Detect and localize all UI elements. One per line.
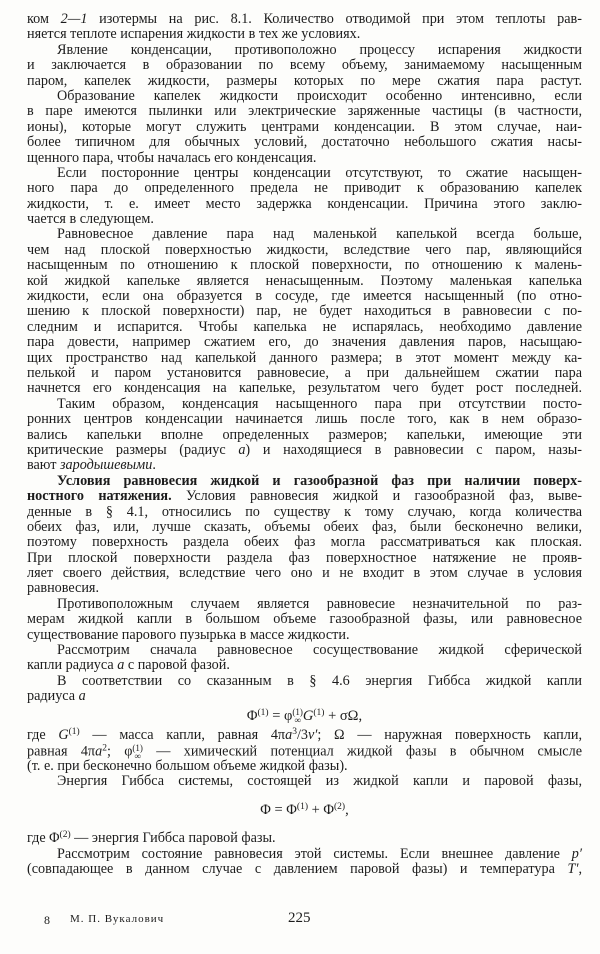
text: Противоположным случаем является равновесие незначительной по раз- (57, 595, 582, 612)
text-line (27, 89, 582, 104)
text-line (27, 335, 582, 350)
text: где Φ (27, 830, 60, 847)
text-line (27, 304, 582, 319)
text-line (27, 351, 582, 366)
text-line (27, 274, 582, 289)
text: Φ = Φ (260, 801, 297, 818)
text-line (27, 744, 582, 759)
text: Таким образом, конденсация насыщенного пара при отсутствии посто- (57, 395, 582, 412)
text-line (27, 166, 582, 181)
text: + σΩ, (324, 707, 363, 724)
text-line (27, 43, 582, 58)
text: , (578, 861, 582, 878)
text: в паре имеются пылинки или электрические заряженные частицы (в частности, (27, 103, 582, 120)
superscript: (1) (257, 707, 269, 718)
text-line (27, 551, 582, 566)
text: Равновесное давление пара над маленькой капелькой всегда больше, (57, 226, 582, 243)
text: радиуса (27, 688, 79, 705)
text-line (27, 458, 582, 473)
text: чем над плоской поверхностью жидкости, вследствие чего пар, являющийся (27, 241, 582, 258)
subscript: ∞ (294, 715, 301, 726)
text: с паровой фазой. (124, 657, 230, 674)
text: /3 (296, 727, 308, 744)
text-line (27, 489, 582, 504)
text: ронних центров конденсации начинается лишь после того, как в нем образо- (27, 411, 582, 428)
text-line (27, 27, 582, 42)
text: — масса капли, равная 4π (79, 727, 286, 744)
text: насыщенным по отношению к плоской поверхности, по отношению к малень- (27, 257, 582, 274)
text: равная 4π (27, 742, 96, 759)
text: жидкости, если она образуется в сосуде, где имеется насыщенный (по отно- (27, 288, 582, 305)
text: В соответствии со сказанным в § 4.6 энергия Гиббса жидкой капли (57, 672, 582, 689)
superscript: (2) (334, 801, 346, 812)
text: няется теплоте испарения жидкости в тех же условиях. (27, 26, 361, 43)
text: щих пространство над капелькой данного размера; в этот момент между ка- (27, 349, 582, 366)
text-line (27, 774, 582, 789)
text-line (27, 151, 582, 166)
text-line (27, 74, 582, 89)
superscript: 3 (292, 727, 297, 738)
text-line (27, 443, 582, 458)
text-line (27, 581, 582, 596)
text-line (27, 104, 582, 119)
text-line (27, 197, 582, 212)
page-footer (0, 910, 600, 931)
text: ком (27, 11, 61, 27)
text-line (27, 831, 582, 846)
text: вались капельки вполне определенных размеров; капельки, имеющие эти (27, 426, 582, 443)
signature-mark: 8 (44, 913, 50, 927)
text: более типичном для обычных условий, достаточно небольшого сжатия насы- (27, 134, 582, 151)
bold-heading: Условия равновесия жидкой и газообразной фаз при наличии поверх- (57, 472, 582, 489)
text: начнется его конденсация на капельке, результатом чего будет рост последней. (27, 380, 582, 397)
text-line (27, 612, 582, 627)
italic-text: G (58, 727, 69, 744)
text: Если посторонние центры конденсации отсутствуют, то сжатие насыщен- (57, 164, 582, 181)
text: где (27, 727, 59, 744)
text: жидкости, т. е. имеет место задержка конденсации. Причина этого заклю- (27, 195, 582, 212)
text: обеих фаз, или, лучше сказать, объемы обеих фаз, были бесконечно велики, (27, 518, 582, 535)
superscript: (1) (292, 707, 303, 718)
text-line (27, 862, 582, 877)
superscript: (1) (132, 742, 143, 753)
footer-author: М. П. Вукалович (70, 913, 165, 925)
page-number: 225 (288, 910, 311, 926)
italic-text: a (117, 657, 125, 674)
italic-text: a (78, 688, 86, 705)
text: пара довести, например сжатием его, до значения давления паров, насыщаю- (27, 334, 582, 351)
text-line (27, 289, 582, 304)
text: (совпадающее в данном случае с давлением паровой фазы) и температура (27, 861, 568, 878)
text: следним и испарится. Чтобы капелька не испарялась, необходимо давление (27, 318, 582, 335)
text-line (27, 474, 582, 489)
text: = φ (268, 707, 293, 724)
text: чается в следующем. (27, 211, 154, 228)
text: ; φ (106, 742, 133, 759)
italic-text: зародышевыми (59, 457, 153, 474)
text-line (27, 566, 582, 581)
text: изотермы на рис. 8.1. Количество отводимой при этом теплоты рав- (87, 11, 582, 27)
text: + Φ (307, 801, 335, 818)
text: — энергия Гиббса паровой фазы. (70, 830, 276, 847)
text-line (27, 258, 582, 273)
text-line (27, 847, 582, 862)
text-line (27, 320, 582, 335)
text-line (27, 674, 582, 689)
text: . (152, 457, 156, 474)
superscript: (1) (313, 707, 325, 718)
text-line (27, 366, 582, 381)
text: кой жидкой капельке является ненасыщенным. Поэтому маленькая капелька (27, 272, 582, 289)
italic-text: 2—1 (60, 11, 88, 27)
text-line (27, 181, 582, 196)
text: ; Ω — наружная поверхность капли, (317, 727, 582, 744)
text: Энергия Гиббса системы, состоящей из жидкой капли и паровой фазы, (57, 773, 582, 790)
text: , (345, 801, 349, 818)
text-line (27, 628, 582, 643)
text-line (27, 597, 582, 612)
text: капли радиуса (27, 657, 118, 674)
text-line (27, 120, 582, 135)
text: вают (27, 457, 60, 474)
italic-text: T′ (567, 861, 579, 878)
text-line (27, 535, 582, 550)
subscript: ∞ (134, 750, 141, 761)
text: Явление конденсации, противоположно процессу испарения жидкости (57, 41, 582, 58)
text: При плоской поверхности раздела фаз поверхностное натяжение не прояв- (27, 549, 582, 566)
text-line (27, 381, 582, 396)
text: Условия равновесия жидкой и газообразной фаз, выве- (171, 488, 582, 505)
text-line (27, 643, 582, 658)
stacked-index (292, 708, 303, 724)
formula (27, 705, 582, 729)
text-line (27, 135, 582, 150)
text: (т. е. при бесконечно большом объеме жидкой фазы). (27, 757, 348, 774)
text: поэтому поверхность раздела обеих фаз могла рассматриваться как плоская. (27, 534, 582, 551)
text-line (27, 12, 582, 27)
text-line (27, 759, 582, 774)
text: Образование капелек жидкости происходит особенно интенсивно, если (57, 87, 582, 104)
formula (27, 790, 582, 832)
text: мерам жидкой капли в большом объеме газообразной фазы, или равновесное (27, 611, 582, 628)
superscript: (2) (59, 830, 71, 841)
text: денные в § 4.1, относились по существу к тому случаю, когда количества (27, 503, 582, 520)
text-line (27, 520, 582, 535)
text-line (27, 227, 582, 242)
text-line (27, 58, 582, 73)
italic-text: p′ (571, 845, 582, 862)
text: ляет своего действия, вследствие чего оно и не входит в этом случае в условия (27, 565, 582, 582)
text: щенного пара, чтобы началась его конденсация. (27, 149, 317, 166)
text-line (27, 243, 582, 258)
text: Рассмотрим сначала равновесное сосуществование жидкой сферической (57, 642, 582, 659)
text: существование парового пузырька в массе жидкости. (27, 626, 350, 643)
text: Φ (246, 707, 258, 724)
bold-heading: ностного натяжения. (27, 488, 172, 505)
text-line (27, 728, 582, 743)
text-line (27, 428, 582, 443)
superscript: (1) (296, 801, 308, 812)
text: — химический потенциал жидкой фазы в обычном смысле (142, 742, 582, 759)
superscript: 2 (102, 742, 107, 753)
text: шению к плоской поверхности) пар, не будет находиться в равновесии с по- (27, 303, 582, 320)
text-line (27, 397, 582, 412)
superscript: (1) (68, 727, 80, 738)
text: ионы), которые могут служить центрами конденсации. В этом случае, наи- (27, 118, 582, 135)
text: и заключается в образовании по всему объему, занимаемому насыщенным (27, 57, 582, 74)
text-line (27, 658, 582, 673)
text-line (27, 505, 582, 520)
italic-text: G (302, 707, 314, 724)
text: ного пара до определенного предела не приводит к образованию капелек (27, 180, 582, 197)
text: Рассмотрим состояние равновесия этой системы. Если внешнее давление (57, 845, 572, 862)
page-body (27, 12, 582, 878)
text: паром, капелек жидкости, размеры которых по мере сжатия пара растут. (27, 72, 582, 89)
italic-text: a (238, 441, 246, 458)
text-line (27, 689, 582, 704)
italic-text: a (285, 727, 293, 744)
text: критические размеры (радиус (27, 441, 239, 458)
text: ) и находящиеся в равновесии с паром, назы- (245, 441, 582, 458)
text: пелькой и паром установится равновесие, а при дальнейшем сжатии пара (27, 364, 582, 381)
text-line (27, 212, 582, 227)
text-line (27, 412, 582, 427)
text: равновесия. (27, 580, 100, 597)
italic-text: v′ (307, 727, 318, 744)
italic-text: a (95, 742, 103, 759)
